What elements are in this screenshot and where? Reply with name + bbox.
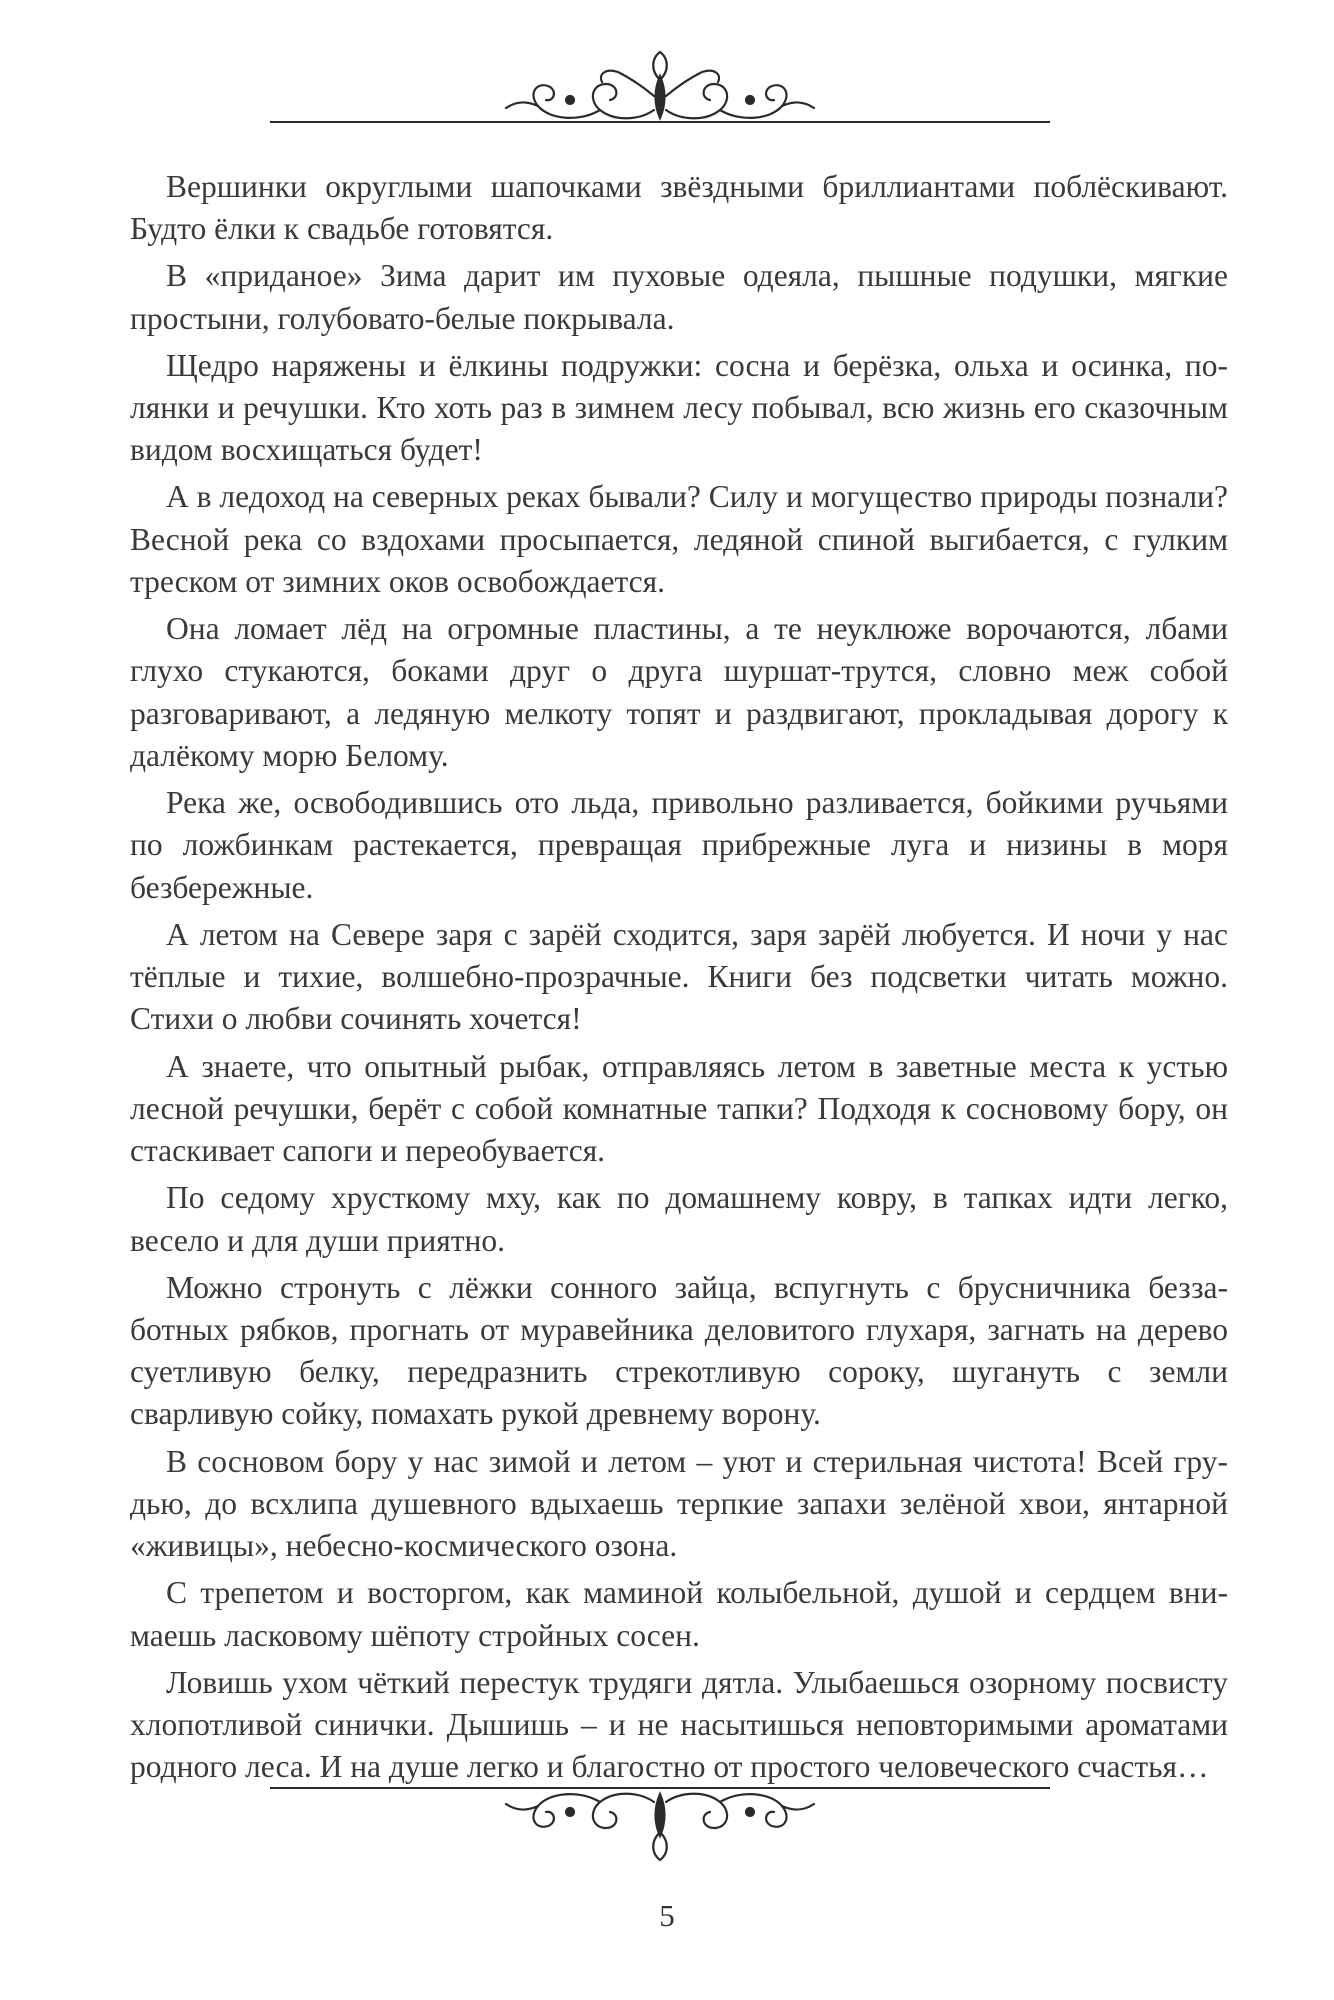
- paragraph: В сосновом бору у нас зимой и летом – уют и стерильная чистота! Всей грудью, до всхлипа душевного вдыхаешь терпкие запахи зелёной хвои, янтарной «живицы», небесно-космического озона.: [130, 1443, 1228, 1564]
- paragraph: А знаете, что опытный рыбак, отправляясь летом в заветные места к устью лесной речушки, берёт с собой комнатные тапки? Подходя к сосновому бору, он стаскивает сапоги и переобувается.: [130, 1048, 1228, 1169]
- paragraph: По седому хрусткому мху, как по домашнему ковру, в тапках идти легко, весело и для души приятно.: [130, 1180, 1228, 1258]
- paragraph: Щедро наряжены и ёлкины подружки: сосна и берёзка, ольха и осинка, полянки и речушки. Кто хоть раз в зимнем лесу побывал, всю жизнь его сказочным видом восхищаться будет!: [130, 347, 1228, 468]
- paragraph: Вершинки округлыми шапочками звёздными бриллиантами поблёскивают. Будто ёлки к свадьбе готовятся.: [130, 169, 1228, 247]
- page-number: 5: [659, 1898, 675, 1933]
- scroll-ornament-icon: [270, 40, 1050, 130]
- body-text: [130, 166, 1228, 1793]
- paragraph: А в ледоход на северных реках бывали? Силу и могущество природы познали? Весной река со вздохами просыпается, ледяной спиной выгибается, с гулким треском от зимних оков освобождается.: [130, 479, 1228, 600]
- bottom-ornament: [270, 1778, 1050, 1868]
- paragraph: Можно стронуть с лёжки сонного зайца, вспугнуть с брусничника беззаботных рябков, прогнать от муравейника деловитого глухаря, загнать на дерево суетливую белку, передразнить стрекотливую сороку, шугануть с земли сварливую сойку, помахать рукой древнему ворону.: [130, 1269, 1228, 1432]
- scroll-ornament-icon: [270, 1778, 1050, 1868]
- paragraph: В «приданое» Зима дарит им пуховые одеяла, пышные подушки, мягкие простыни, голубовато-белые покрывала.: [130, 258, 1228, 336]
- top-ornament: [270, 40, 1050, 130]
- paragraph: Река же, освободившись ото льда, привольно разливается, бойкими ручьями по ложбинкам растекается, превращая прибрежные луга и низины в моря безбережные.: [130, 785, 1228, 905]
- paragraph: Она ломает лёд на огромные пластины, а те неуклюже ворочаются, лбами глухо стукаются, боками друг о друга шуршат-трутся, словно меж собой разговаривают, а ледяную мелкоту топят и раздвигают, прокладывая дорогу к далёкому морю Белому.: [130, 611, 1228, 774]
- paragraph: А летом на Севере заря с зарёй сходится, заря зарёй любуется. И ночи у нас тёплые и тихие, волшебно-прозрачные. Книги без подсветки читать можно. Стихи о любви сочинять хочется!: [130, 916, 1228, 1037]
- paragraph: С трепетом и восторгом, как маминой колыбельной, душой и сердцем внимаешь ласковому шёпоту стройных сосен.: [130, 1575, 1228, 1653]
- paragraph: Ловишь ухом чёткий перестук трудяги дятла. Улыбаешься озорному посвисту хлопотливой синички. Дышишь – и не насытишься неповторимыми ароматами родного леса. И на душе легко и благостно от простого человеческого счастья…: [130, 1664, 1228, 1785]
